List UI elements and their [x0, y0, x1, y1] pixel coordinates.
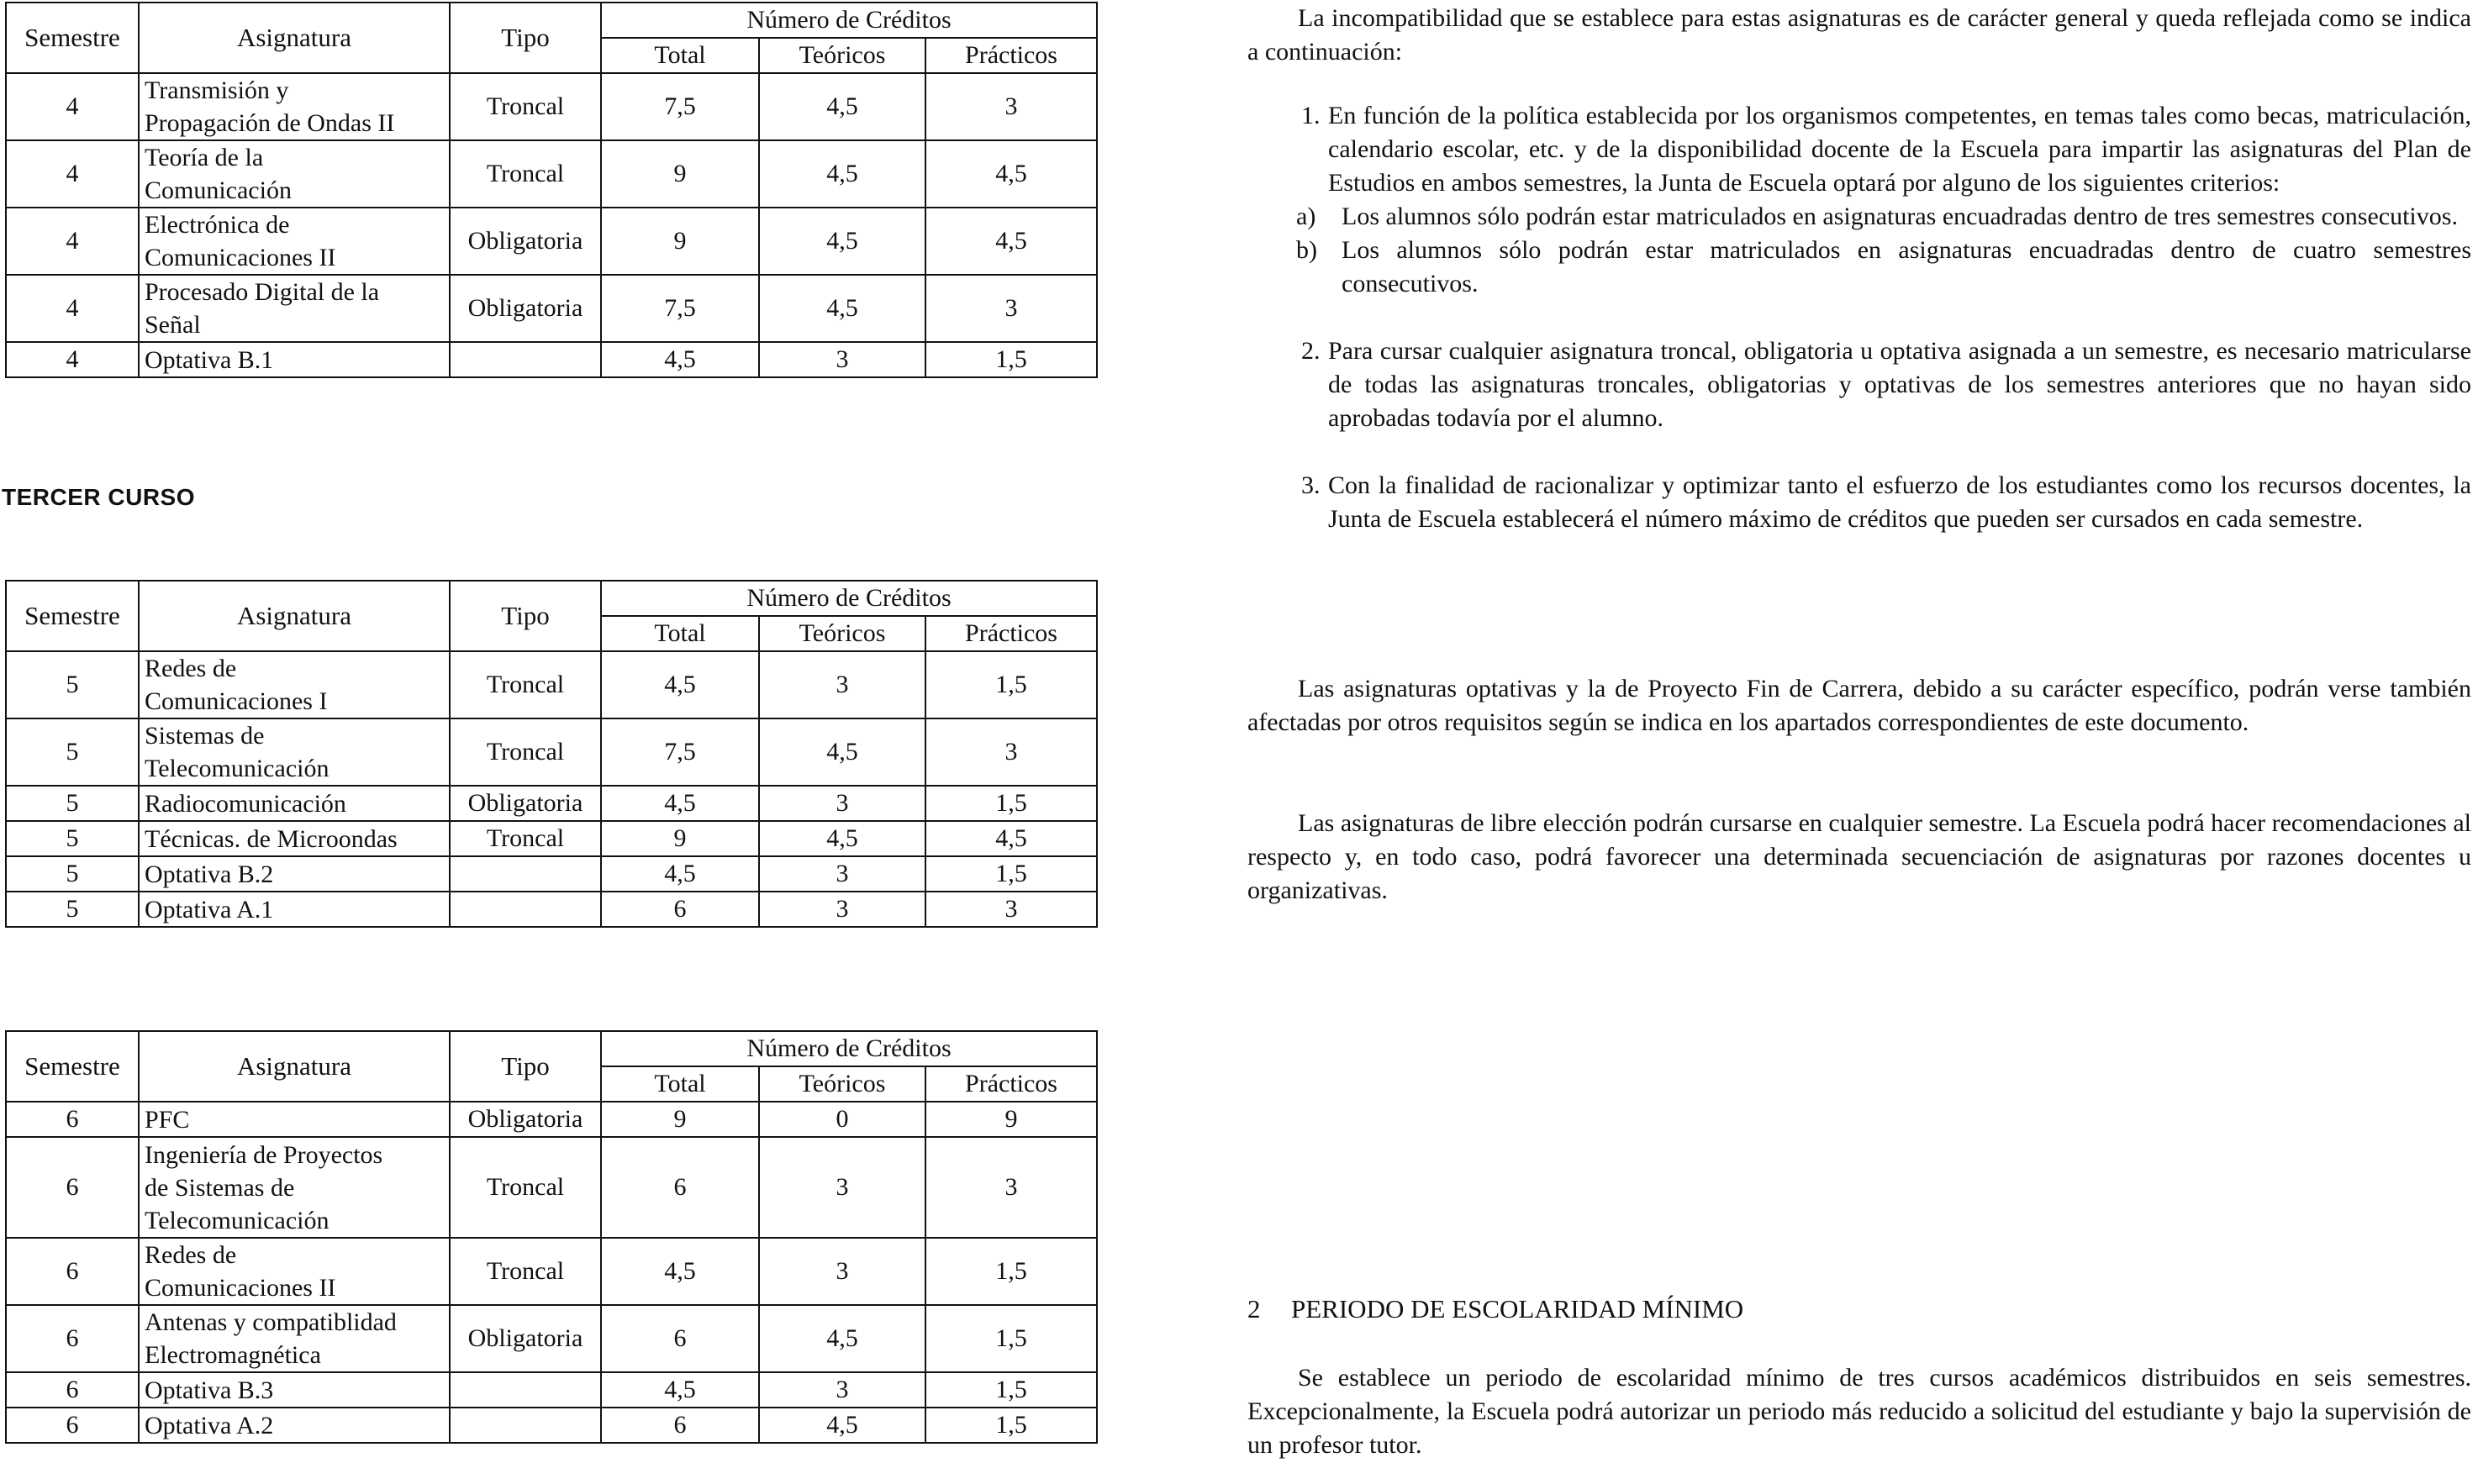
cell-semestre: 5: [6, 718, 139, 786]
table-row: [6, 786, 1097, 821]
cell-tipo: Obligatoria: [450, 1305, 601, 1372]
cell-teoricos: 4,5: [759, 73, 925, 140]
header-asignatura: Asignatura: [139, 581, 450, 651]
cell-practicos: 1,5: [925, 1238, 1097, 1305]
header-teoricos: Teóricos: [759, 1066, 925, 1102]
cell-total: 6: [601, 1137, 759, 1238]
criteria-list: [1247, 99, 2471, 536]
header-tipo: Tipo: [450, 581, 601, 651]
header-practicos: Prácticos: [925, 616, 1097, 651]
cell-asignatura: Optativa A.1: [139, 892, 450, 927]
header-semestre: Semestre: [6, 3, 139, 73]
cell-tipo: Troncal: [450, 73, 601, 140]
cell-teoricos: 3: [759, 1238, 925, 1305]
sublist-item: [1247, 200, 2471, 234]
cell-teoricos: 4,5: [759, 1408, 925, 1443]
libre-eleccion-paragraph: Las asignaturas de libre elección podrán cursarse en cualquier semestre. La Escuela podrá hacer recomendaciones al respecto y, en todo caso, podrá favorecer una determinada secuenciación de asignaturas por razones docentes u organizativas.: [1247, 809, 2471, 904]
cell-tipo: Obligatoria: [450, 275, 601, 342]
cell-total: 6: [601, 892, 759, 927]
table-row: [6, 1102, 1097, 1137]
cell-practicos: 1,5: [925, 1372, 1097, 1408]
list-item: [1247, 334, 2471, 435]
cell-tipo: [450, 892, 601, 927]
cell-total: 4,5: [601, 342, 759, 377]
header-practicos: Prácticos: [925, 38, 1097, 73]
table-row: [6, 651, 1097, 718]
list-text: Con la finalidad de racionalizar y optimizar tanto el esfuerzo de los estudiantes como los recursos docentes, la Junta de Escuela establecerá el número máximo de créditos que pueden ser cursados en cada semestre.: [1328, 471, 2471, 533]
table-row: [6, 73, 1097, 140]
cell-semestre: 5: [6, 651, 139, 718]
cell-asignatura: Antenas y compatiblidad Electromagnética: [139, 1305, 450, 1372]
list-item: [1247, 99, 2471, 200]
cell-semestre: 4: [6, 140, 139, 208]
cell-total: 9: [601, 208, 759, 275]
cell-practicos: 3: [925, 275, 1097, 342]
cell-practicos: 3: [925, 892, 1097, 927]
cell-asignatura: Ingeniería de Proyectos de Sistemas de Telecomunicación: [139, 1137, 450, 1238]
cell-teoricos: 4,5: [759, 821, 925, 856]
table-row: [6, 208, 1097, 275]
cell-total: 9: [601, 821, 759, 856]
cell-tipo: Troncal: [450, 1137, 601, 1238]
cell-teoricos: 4,5: [759, 140, 925, 208]
cell-teoricos: 3: [759, 856, 925, 892]
cell-teoricos: 3: [759, 1372, 925, 1408]
section-heading-tercer-curso: TERCER CURSO: [2, 484, 196, 510]
cell-semestre: 5: [6, 821, 139, 856]
cell-teoricos: 4,5: [759, 1305, 925, 1372]
cell-tipo: [450, 1408, 601, 1443]
sublist-letter: b): [1296, 236, 1317, 264]
cell-teoricos: 4,5: [759, 718, 925, 786]
cell-tipo: [450, 856, 601, 892]
cell-semestre: 6: [6, 1408, 139, 1443]
table-semestre-6: [5, 1030, 1096, 1444]
header-practicos: Prácticos: [925, 1066, 1097, 1102]
cell-practicos: 1,5: [925, 1408, 1097, 1443]
cell-total: 7,5: [601, 275, 759, 342]
header-teoricos: Teóricos: [759, 38, 925, 73]
cell-asignatura: Electrónica de Comunicaciones II: [139, 208, 450, 275]
cell-semestre: 5: [6, 892, 139, 927]
cell-tipo: Troncal: [450, 651, 601, 718]
cell-asignatura: Optativa B.3: [139, 1372, 450, 1408]
cell-practicos: 3: [925, 73, 1097, 140]
optativas-paragraph: Las asignaturas optativas y la de Proyecto Fin de Carrera, debido a su carácter específico, podrán verse también afectadas por otros requisitos según se indica en los apartados correspondientes de este documento.: [1247, 675, 2471, 736]
header-creditos: Número de Créditos: [601, 1031, 1097, 1066]
cell-asignatura: Optativa A.2: [139, 1408, 450, 1443]
list-number: 3.: [1301, 471, 1321, 499]
cell-tipo: Troncal: [450, 718, 601, 786]
cell-total: 4,5: [601, 786, 759, 821]
cell-total: 4,5: [601, 651, 759, 718]
cell-tipo: Obligatoria: [450, 786, 601, 821]
cell-total: 7,5: [601, 73, 759, 140]
cell-tipo: Obligatoria: [450, 208, 601, 275]
cell-practicos: 1,5: [925, 786, 1097, 821]
cell-practicos: 3: [925, 1137, 1097, 1238]
section-number: 2: [1247, 1294, 1261, 1323]
cell-asignatura: Redes de Comunicaciones I: [139, 651, 450, 718]
list-text: En función de la política establecida por los organismos competentes, en temas tales como becas, matriculación, calendario escolar, etc. y de la disponibilidad docente de la Escuela para impartir las asignaturas del Plan de Estudios en ambos semestres, la Junta de Escuela optará por alguno de los siguientes criterios:: [1328, 102, 2471, 197]
list-number: 2.: [1301, 337, 1321, 365]
sublist-text: Los alumnos sólo podrán estar matriculados en asignaturas encuadradas dentro de cuatro semestres consecutivos.: [1342, 236, 2471, 297]
cell-teoricos: 3: [759, 892, 925, 927]
table-row: [6, 856, 1097, 892]
cell-semestre: 4: [6, 208, 139, 275]
table-row: [6, 892, 1097, 927]
cell-asignatura: Redes de Comunicaciones II: [139, 1238, 450, 1305]
cell-practicos: 4,5: [925, 140, 1097, 208]
header-asignatura: Asignatura: [139, 3, 450, 73]
table-row: [6, 1372, 1097, 1408]
header-tipo: Tipo: [450, 1031, 601, 1102]
list-text: Para cursar cualquier asignatura troncal, obligatoria u optativa asignada a un semestre, es necesario matricularse de todas las asignaturas troncales, obligatorias y optativas de los semestres anteriores que no hayan sido aprobadas todavía por el alumno.: [1328, 337, 2471, 432]
cell-tipo: [450, 342, 601, 377]
header-creditos: Número de Créditos: [601, 3, 1097, 38]
cell-teoricos: 3: [759, 786, 925, 821]
cell-practicos: 1,5: [925, 342, 1097, 377]
cell-practicos: 9: [925, 1102, 1097, 1137]
sublist-text: Los alumnos sólo podrán estar matriculados en asignaturas encuadradas dentro de tres semestres consecutivos.: [1342, 203, 2458, 230]
table-semestre-5: [5, 580, 1096, 928]
header-creditos: Número de Créditos: [601, 581, 1097, 616]
cell-teoricos: 4,5: [759, 275, 925, 342]
cell-tipo: Obligatoria: [450, 1102, 601, 1137]
cell-tipo: Troncal: [450, 140, 601, 208]
cell-asignatura: Optativa B.1: [139, 342, 450, 377]
cell-practicos: 1,5: [925, 856, 1097, 892]
table-row: [6, 821, 1097, 856]
table-row: [6, 1137, 1097, 1238]
cell-practicos: 3: [925, 718, 1097, 786]
cell-total: 4,5: [601, 1372, 759, 1408]
sublist-letter: a): [1296, 203, 1316, 230]
list-number: 1.: [1301, 102, 1321, 129]
cell-practicos: 1,5: [925, 1305, 1097, 1372]
header-tipo: Tipo: [450, 3, 601, 73]
cell-teoricos: 0: [759, 1102, 925, 1137]
cell-asignatura: Radiocomunicación: [139, 786, 450, 821]
cell-tipo: Troncal: [450, 1238, 601, 1305]
section-heading-periodo-escolaridad: [1247, 1294, 1743, 1324]
cell-semestre: 6: [6, 1305, 139, 1372]
cell-asignatura: Teoría de la Comunicación: [139, 140, 450, 208]
table-row: [6, 1238, 1097, 1305]
cell-asignatura: Técnicas. de Microondas: [139, 821, 450, 856]
table-row: [6, 342, 1097, 377]
cell-semestre: 6: [6, 1102, 139, 1137]
header-total: Total: [601, 616, 759, 651]
cell-total: 6: [601, 1408, 759, 1443]
header-semestre: Semestre: [6, 581, 139, 651]
cell-semestre: 4: [6, 342, 139, 377]
cell-practicos: 4,5: [925, 821, 1097, 856]
header-teoricos: Teóricos: [759, 616, 925, 651]
table-row: [6, 275, 1097, 342]
cell-total: 4,5: [601, 1238, 759, 1305]
cell-total: 4,5: [601, 856, 759, 892]
cell-asignatura: PFC: [139, 1102, 450, 1137]
cell-semestre: 4: [6, 73, 139, 140]
cell-tipo: [450, 1372, 601, 1408]
cell-asignatura: Optativa B.2: [139, 856, 450, 892]
cell-total: 9: [601, 140, 759, 208]
cell-asignatura: Sistemas de Telecomunicación: [139, 718, 450, 786]
cell-total: 6: [601, 1305, 759, 1372]
header-asignatura: Asignatura: [139, 1031, 450, 1102]
cell-semestre: 4: [6, 275, 139, 342]
cell-practicos: 4,5: [925, 208, 1097, 275]
cell-semestre: 6: [6, 1238, 139, 1305]
cell-practicos: 1,5: [925, 651, 1097, 718]
cell-teoricos: 3: [759, 342, 925, 377]
header-total: Total: [601, 38, 759, 73]
sublist-item: [1247, 234, 2471, 301]
table-row: [6, 1408, 1097, 1443]
section-title: PERIODO DE ESCOLARIDAD MÍNIMO: [1291, 1294, 1744, 1323]
cell-teoricos: 4,5: [759, 208, 925, 275]
cell-semestre: 5: [6, 786, 139, 821]
cell-semestre: 5: [6, 856, 139, 892]
cell-asignatura: Transmisión y Propagación de Ondas II: [139, 73, 450, 140]
cell-total: 7,5: [601, 718, 759, 786]
cell-asignatura: Procesado Digital de la Señal: [139, 275, 450, 342]
table-row: [6, 140, 1097, 208]
table-semestre-4: [5, 2, 1096, 378]
cell-semestre: 6: [6, 1137, 139, 1238]
header-total: Total: [601, 1066, 759, 1102]
list-item: [1247, 469, 2471, 536]
cell-semestre: 6: [6, 1372, 139, 1408]
table-row: [6, 718, 1097, 786]
cell-tipo: Troncal: [450, 821, 601, 856]
intro-paragraph: La incompatibilidad que se establece para estas asignaturas es de carácter general y queda reflejada como se indica a continuación:: [1247, 4, 2471, 66]
escolaridad-minima-paragraph: Se establece un periodo de escolaridad mínimo de tres cursos académicos distribuidos en seis semestres. Excepcionalmente, la Escuela podrá autorizar un periodo más reducido a solicitud del estudiante y bajo la supervisión de un profesor tutor.: [1247, 1364, 2471, 1459]
table-row: [6, 1305, 1097, 1372]
cell-teoricos: 3: [759, 1137, 925, 1238]
cell-total: 9: [601, 1102, 759, 1137]
cell-teoricos: 3: [759, 651, 925, 718]
header-semestre: Semestre: [6, 1031, 139, 1102]
